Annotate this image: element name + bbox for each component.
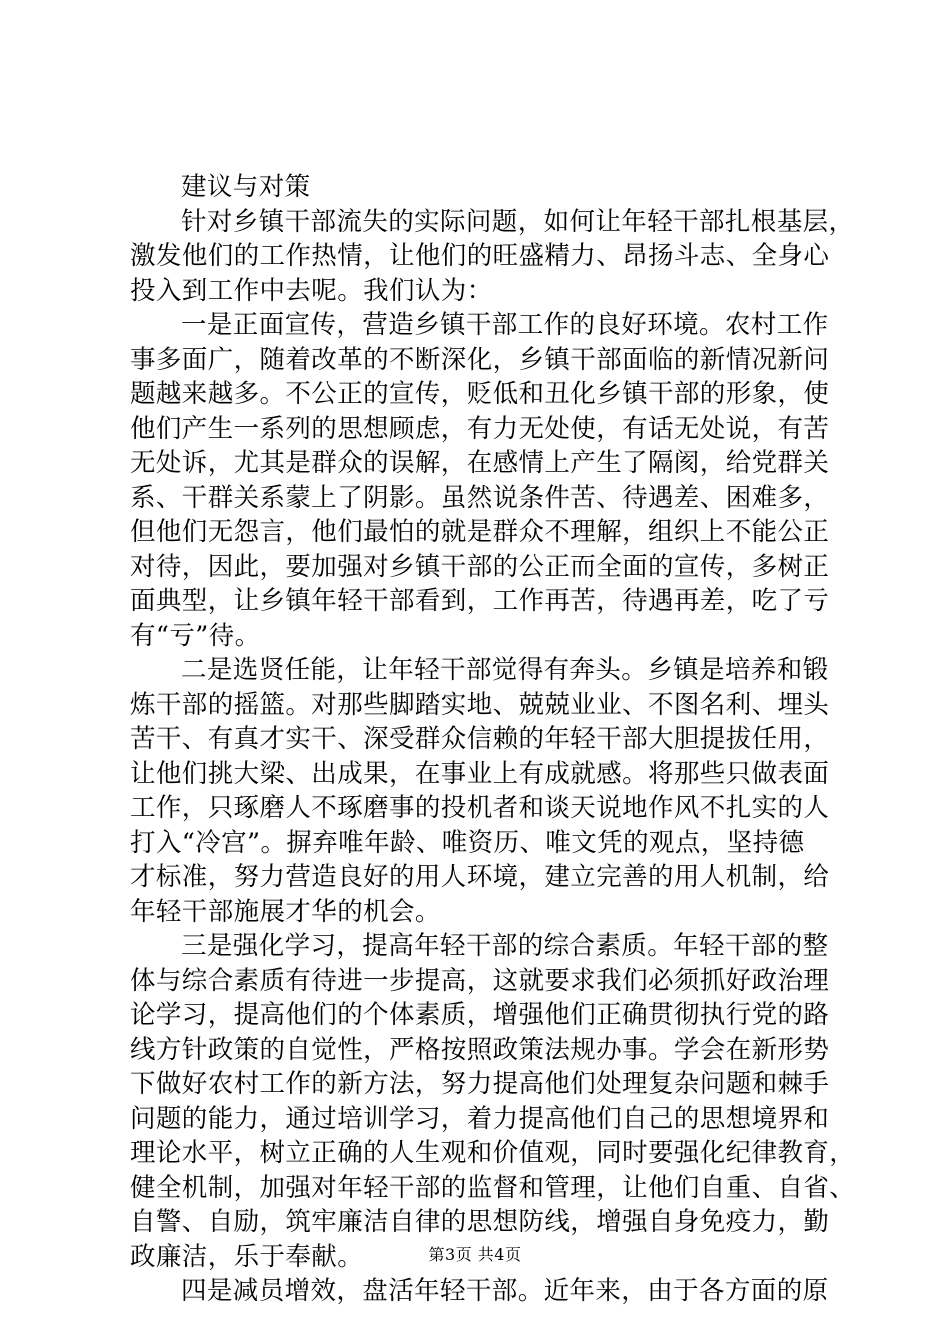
text-line: 下做好农村工作的新方法，努力提高他们处理复杂问题和棘手: [130, 1069, 830, 1099]
document-body: [130, 170, 856, 1309]
text-line: 年轻干部施展才华的机会。: [130, 896, 441, 927]
text-line: 才标准，努力营造良好的用人环境，建立完善的用人机制，给: [130, 862, 830, 892]
text-line: 有“亏”待。: [130, 620, 261, 651]
page-footer: [0, 1245, 950, 1265]
text-line: 政廉洁，乐于奉献。: [130, 1241, 364, 1272]
page-number-label: 第3页 共4页: [428, 1245, 522, 1264]
text-line: 苦干、有真才实干、深受群众信赖的年轻干部大胆提拔任用，: [130, 724, 830, 754]
text-line: 工作，只琢磨人不琢磨事的投机者和谈天说地作风不扎实的人: [130, 793, 830, 823]
text-line: 他们产生一系列的思想顾虑，有力无处使，有话无处说，有苦: [130, 413, 830, 444]
text-line: 系、干群关系蒙上了阴影。虽然说条件苦、待遇差、困难多，: [130, 482, 830, 513]
text-line: 打入“冷宫”。摒弃唯年龄、唯资历、唯文凭的观点，坚持德: [130, 827, 805, 858]
text-line: 炼干部的摇篮。对那些脚踏实地、兢兢业业、不图名利、埋头: [130, 689, 830, 720]
text-line: 面典型，让乡镇年轻干部看到，工作再苦，待遇再差，吃了亏: [130, 586, 830, 616]
text-line: 无处诉，尤其是群众的误解，在感情上产生了隔阂，给党群关: [130, 448, 830, 478]
text-line: 投入到工作中去呢。我们认为：: [130, 275, 493, 306]
text-line: 事多面广，随着改革的不断深化，乡镇干部面临的新情况新问: [130, 344, 830, 375]
text-line: 三是强化学习，提高年轻干部的综合素质。年轻干部的整: [181, 931, 829, 961]
text-line: 对待，因此，要加强对乡镇干部的公正而全面的宣传，多树正: [130, 551, 830, 582]
text-line: 论学习，提高他们的个体素质，增强他们正确贯彻执行党的路: [130, 1000, 830, 1030]
text-line: 针对乡镇干部流失的实际问题，如何让年轻干部扎根基层，: [181, 206, 855, 237]
text-line: 自警、自励，筑牢廉洁自律的思想防线，增强自身免疫力，勤: [130, 1207, 830, 1237]
text-line: 建议与对策: [181, 172, 311, 202]
text-line: 一是正面宣传，营造乡镇干部工作的良好环境。农村工作: [181, 310, 829, 340]
text-line: 线方针政策的自觉性，严格按照政策法规办事。学会在新形势: [130, 1034, 830, 1065]
text-line: 让他们挑大梁、出成果，在事业上有成就感。将那些只做表面: [130, 758, 830, 789]
text-line: 四是减员增效，盘活年轻干部。近年来，由于各方面的原: [181, 1276, 829, 1306]
text-line: 体与综合素质有待进一步提高，这就要求我们必须抓好政治理: [130, 965, 830, 996]
text-line: 激发他们的工作热情，让他们的旺盛精力、昂扬斗志、全身心: [130, 241, 830, 271]
text-line: 题越来越多。不公正的宣传，贬低和丑化乡镇干部的形象，使: [130, 379, 830, 409]
text-line: 理论水平，树立正确的人生观和价值观，同时要强化纪律教育，: [130, 1138, 856, 1168]
text-line: 但他们无怨言，他们最怕的就是群众不理解，组织上不能公正: [130, 517, 830, 547]
text-line: 问题的能力，通过培训学习，着力提高他们自己的思想境界和: [130, 1103, 830, 1134]
text-line: 二是选贤任能，让年轻干部觉得有奔头。乡镇是培养和锻: [181, 655, 829, 685]
text-line: 健全机制，加强对年轻干部的监督和管理，让他们自重、自省、: [130, 1172, 856, 1203]
